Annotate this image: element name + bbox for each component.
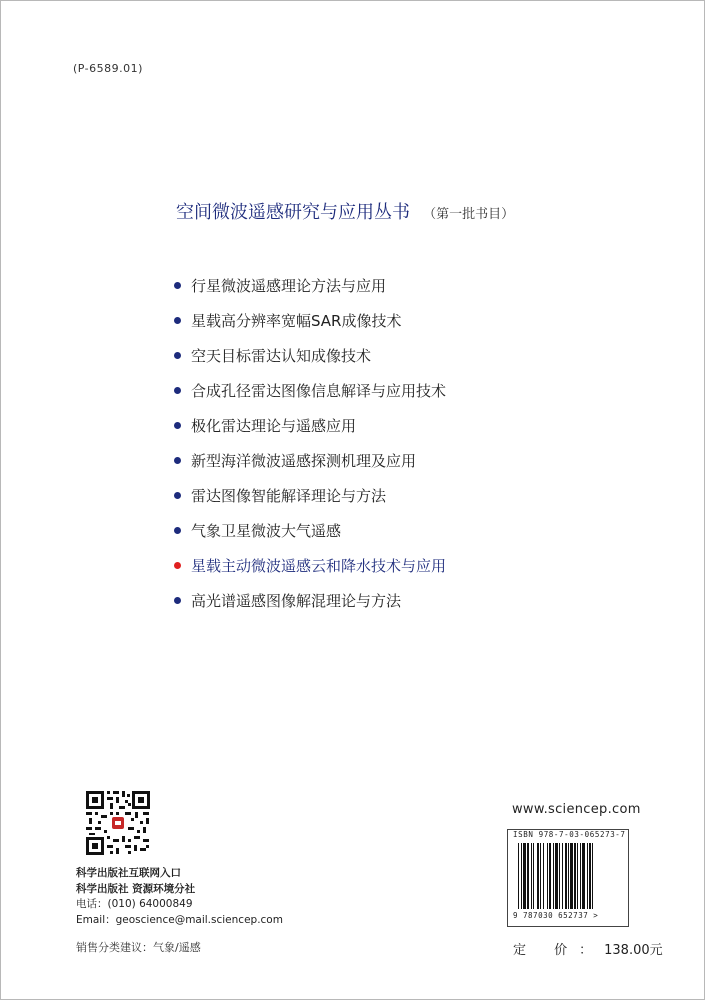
price	[513, 939, 663, 958]
isbn-label: ISBN 978-7-03-065273-7	[513, 830, 626, 839]
bullet-icon	[174, 352, 181, 359]
book-item	[174, 373, 446, 408]
book-title: 星载主动微波遥感云和降水技术与应用	[191, 557, 447, 575]
current-bullet-icon	[174, 562, 181, 569]
book-item	[174, 268, 446, 303]
bullet-icon	[174, 422, 181, 429]
book-title: 行星微波遥感理论方法与应用	[191, 277, 387, 295]
book-item	[174, 478, 446, 513]
book-title: 空天目标雷达认知成像技术	[191, 347, 372, 365]
book-title: 高光谱遥感图像解混理论与方法	[191, 592, 402, 610]
book-item	[174, 408, 446, 443]
book-item	[174, 338, 446, 373]
book-list	[174, 268, 446, 618]
bullet-icon	[174, 597, 181, 604]
bullet-icon	[174, 282, 181, 289]
series-subtitle: （第一批书目）	[423, 207, 515, 222]
publisher-branch: 科学出版社 资源环境分社	[76, 882, 196, 895]
bullet-icon	[174, 492, 181, 499]
price-label: 定 价：	[513, 943, 605, 958]
publisher-phone: 电话：(010) 64000849	[76, 898, 193, 910]
book-title: 新型海洋微波遥感探测机理及应用	[191, 452, 417, 470]
book-item-current	[174, 548, 446, 583]
book-title: 气象卫星微波大气遥感	[191, 522, 342, 540]
bullet-icon	[174, 387, 181, 394]
series-heading	[176, 198, 514, 224]
book-item	[174, 443, 446, 478]
book-title: 合成孔径雷达图像信息解译与应用技术	[191, 382, 447, 400]
barcode-icon	[518, 843, 613, 909]
publisher-portal: 科学出版社互联网入口	[76, 867, 181, 879]
book-title: 星载高分辨率宽幅SAR成像技术	[191, 312, 402, 330]
qr-code-icon[interactable]	[85, 790, 151, 856]
series-title: 空间微波遥感研究与应用丛书	[176, 202, 410, 223]
book-item	[174, 583, 446, 618]
publisher-email[interactable]: Email：geoscience@mail.sciencep.com	[76, 913, 283, 926]
bullet-icon	[174, 317, 181, 324]
sales-category: 销售分类建议：气象/遥感	[76, 941, 201, 954]
catalog-code: (P-6589.01)	[73, 62, 143, 75]
book-item	[174, 303, 446, 338]
price-value: 138.00元	[604, 943, 663, 958]
book-title: 雷达图像智能解译理论与方法	[191, 487, 387, 505]
bullet-icon	[174, 457, 181, 464]
publisher-info	[76, 866, 283, 928]
bullet-icon	[174, 527, 181, 534]
website-link[interactable]: www.sciencep.com	[512, 802, 641, 817]
isbn-digits: 9 787030 652737 >	[513, 911, 599, 920]
book-title: 极化雷达理论与遥感应用	[191, 417, 357, 435]
book-item	[174, 513, 446, 548]
